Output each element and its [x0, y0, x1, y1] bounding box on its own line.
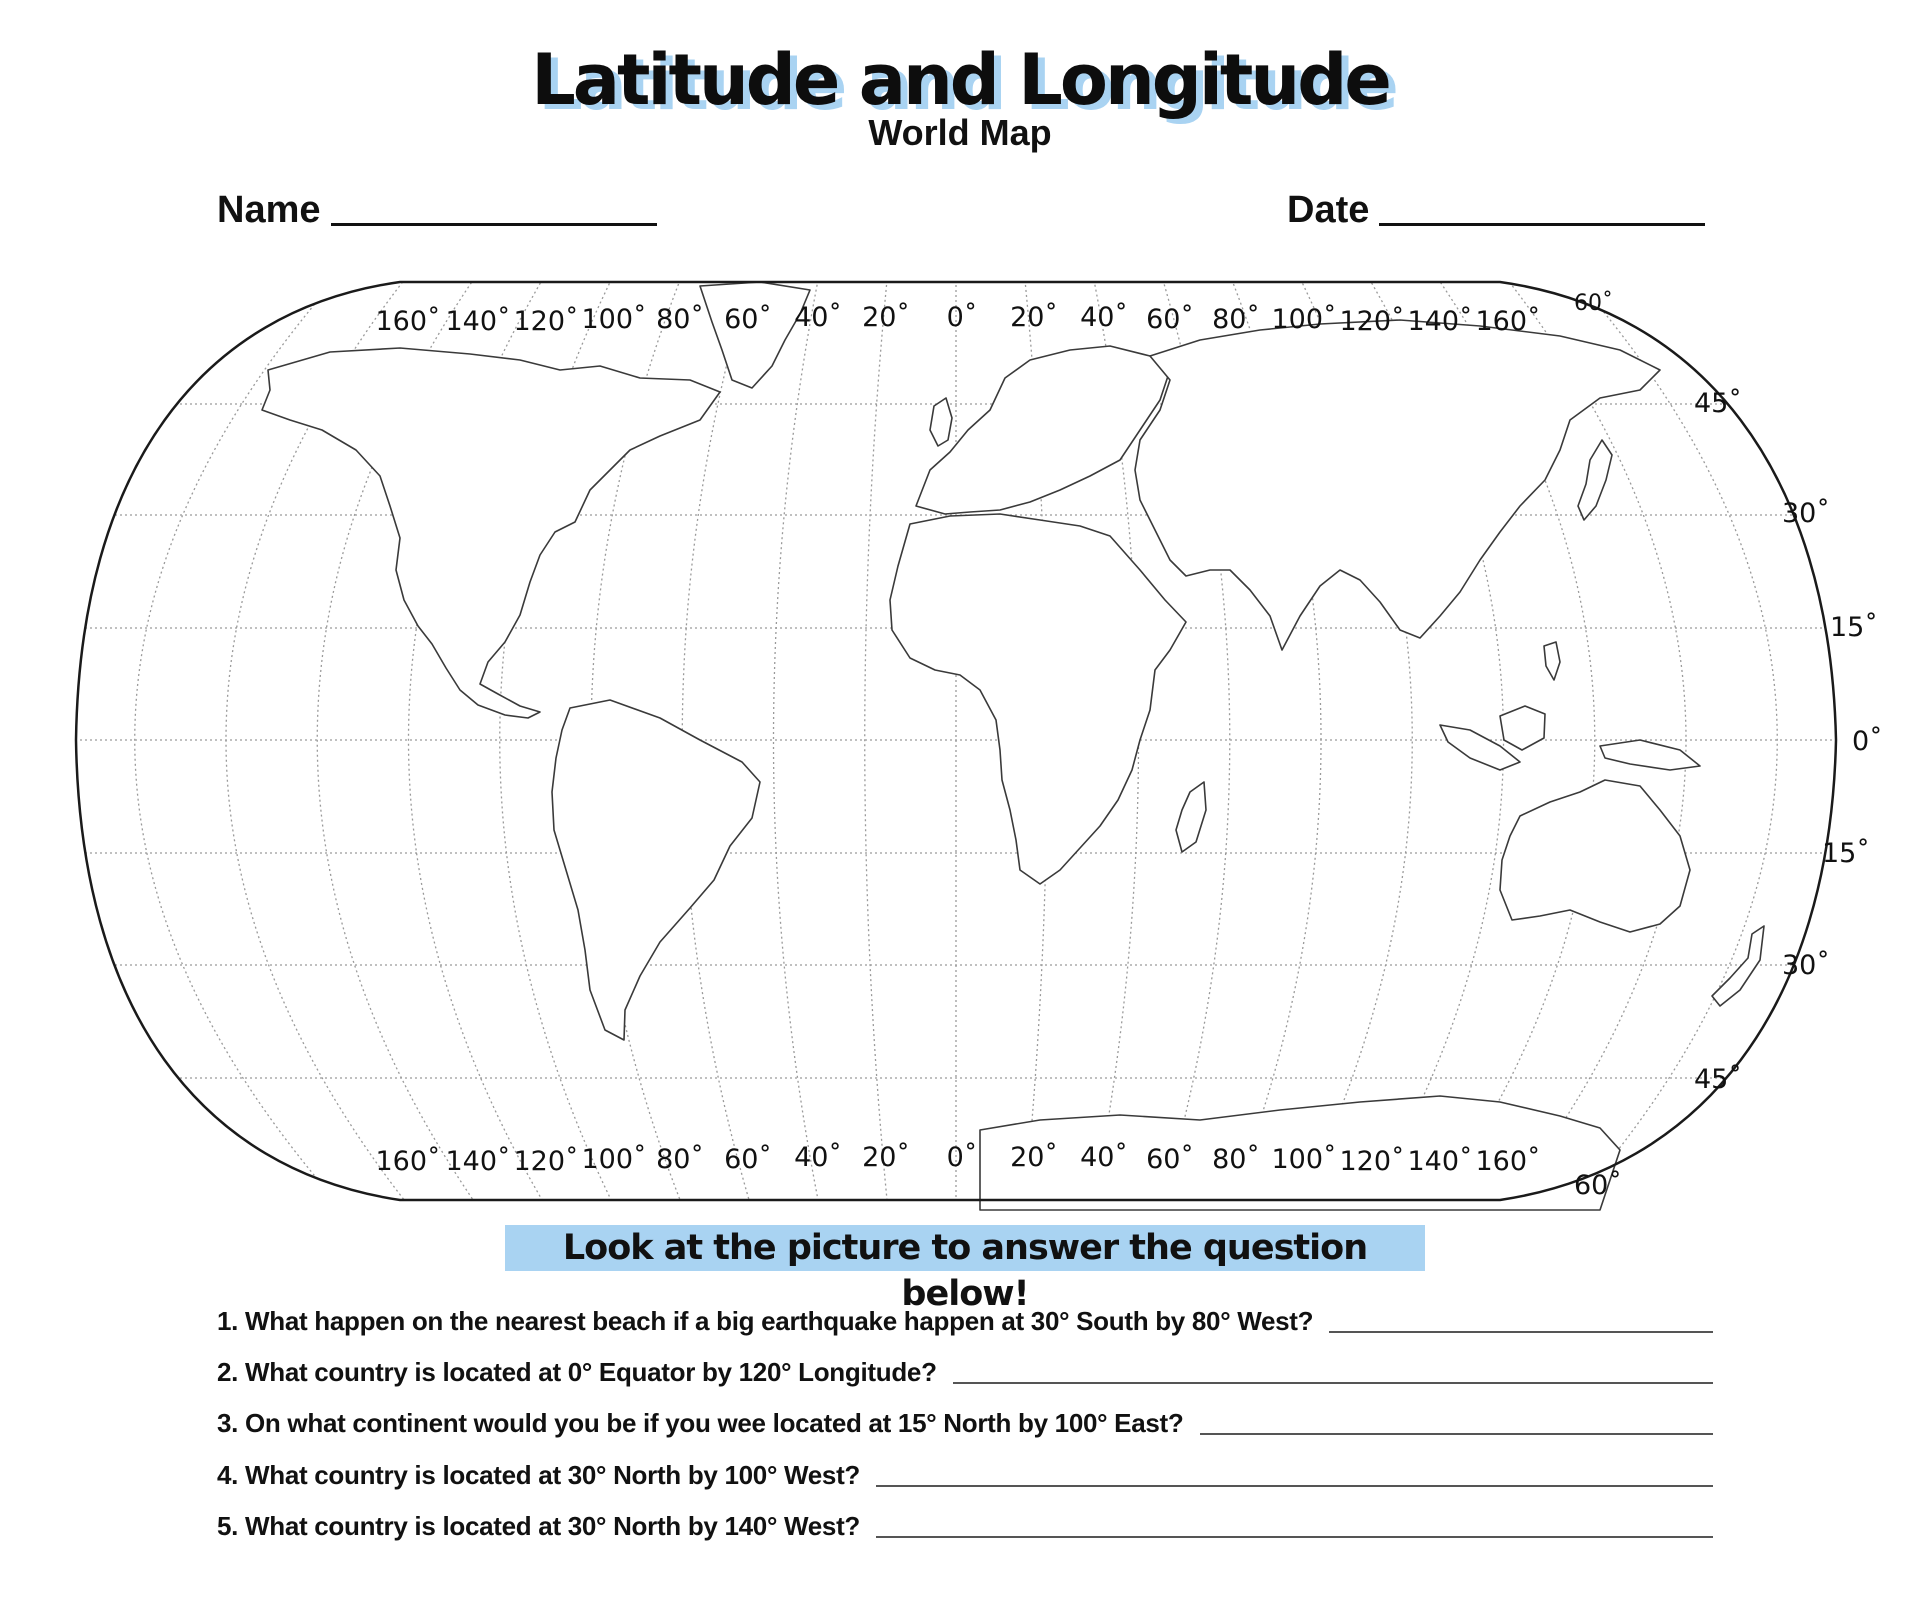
answer-line-5[interactable] — [876, 1536, 1713, 1538]
longitude-label: 80˚ — [1212, 304, 1260, 335]
longitude-label: 120˚ — [1339, 306, 1405, 337]
answer-line-4[interactable] — [876, 1485, 1713, 1487]
australia — [1500, 780, 1690, 932]
latitude-label-15n: 15˚ — [1830, 612, 1878, 643]
longitude-labels-bottom — [375, 1142, 1540, 1177]
date-label: Date — [1287, 189, 1370, 231]
longitude-label: 140˚ — [1407, 306, 1473, 337]
answer-line-1[interactable] — [1329, 1331, 1713, 1333]
longitude-label: 40˚ — [794, 302, 842, 333]
longitude-label: 160˚ — [1475, 1146, 1541, 1177]
longitude-label: 140˚ — [445, 306, 511, 337]
question-2 — [217, 1356, 1713, 1388]
longitude-label: 100˚ — [581, 1144, 647, 1175]
new-guinea — [1600, 740, 1700, 770]
latitude-label-60s: 60˚ — [1574, 1170, 1622, 1201]
question-text: 1. What happen on the nearest beach if a big earthquake happen at 30° South by 80° West? — [217, 1306, 1314, 1336]
question-3 — [217, 1407, 1713, 1439]
longitude-label: 140˚ — [445, 1146, 511, 1177]
longitude-label: 140˚ — [1407, 1146, 1473, 1177]
longitude-label: 80˚ — [1212, 1144, 1260, 1175]
question-text: 5. What country is located at 30° North by 140° West? — [217, 1511, 861, 1541]
longitude-label: 60˚ — [724, 1144, 772, 1175]
africa — [890, 514, 1186, 884]
longitude-label: 100˚ — [1271, 1144, 1337, 1175]
question-4 — [217, 1459, 1713, 1491]
asia — [1135, 320, 1660, 650]
instruction-banner: Look at the picture to answer the question below! — [505, 1225, 1425, 1271]
name-label: Name — [217, 189, 321, 231]
question-text: 4. What country is located at 30° North by 100° West? — [217, 1460, 861, 1490]
longitude-label: 0˚ — [946, 1142, 978, 1173]
longitude-label: 120˚ — [1339, 1146, 1405, 1177]
latitude-label-45n: 45˚ — [1694, 388, 1742, 419]
borneo — [1500, 706, 1545, 750]
longitude-label: 80˚ — [656, 1144, 704, 1175]
question-text: 3. On what continent would you be if you wee located at 15° North by 100° East? — [217, 1408, 1184, 1438]
latitude-label-60n: 60˚ — [1574, 291, 1613, 316]
longitude-label: 160˚ — [375, 1146, 441, 1177]
longitude-label: 120˚ — [513, 306, 579, 337]
date-blank-line[interactable] — [1379, 223, 1705, 226]
answer-line-2[interactable] — [953, 1382, 1713, 1384]
latitude-label-30s: 30˚ — [1782, 950, 1830, 981]
longitude-label: 160˚ — [1475, 306, 1541, 337]
europe — [916, 346, 1170, 514]
longitude-label: 40˚ — [794, 1142, 842, 1173]
greenland — [700, 282, 810, 388]
latitude-label-equator: 0˚ — [1852, 726, 1883, 757]
new-zealand — [1712, 926, 1764, 1006]
longitude-label: 40˚ — [1080, 1142, 1128, 1173]
longitude-label: 80˚ — [656, 304, 704, 335]
latitude-label-45s: 45˚ — [1694, 1064, 1742, 1095]
longitude-label: 20˚ — [862, 1142, 910, 1173]
continents — [262, 282, 1764, 1210]
longitude-label: 60˚ — [724, 304, 772, 335]
longitude-labels-top — [375, 302, 1540, 337]
world-map — [0, 270, 1920, 1230]
south-america — [552, 700, 760, 1040]
longitude-label: 0˚ — [946, 302, 978, 333]
longitude-label: 60˚ — [1146, 304, 1194, 335]
madagascar — [1176, 782, 1206, 852]
latitude-label-15s: 15˚ — [1822, 838, 1870, 869]
longitude-label: 40˚ — [1080, 302, 1128, 333]
japan — [1578, 440, 1612, 520]
longitude-label: 100˚ — [1271, 304, 1337, 335]
longitude-label: 160˚ — [375, 306, 441, 337]
name-field[interactable] — [217, 188, 657, 232]
longitude-label: 20˚ — [1010, 302, 1058, 333]
philippines — [1544, 642, 1560, 680]
date-field[interactable] — [1287, 188, 1705, 232]
longitude-label: 120˚ — [513, 1146, 579, 1177]
question-text: 2. What country is located at 0° Equator by 120° Longitude? — [217, 1357, 937, 1387]
question-1 — [217, 1305, 1713, 1337]
north-america — [262, 348, 720, 718]
page-subtitle: World Map — [868, 112, 1052, 153]
answer-line-3[interactable] — [1200, 1433, 1714, 1435]
longitude-label: 60˚ — [1146, 1144, 1194, 1175]
longitude-label: 100˚ — [581, 304, 647, 335]
question-5 — [217, 1510, 1713, 1542]
british-isles — [930, 398, 952, 446]
page-title: Latitude and Longitude — [531, 39, 1389, 121]
name-blank-line[interactable] — [331, 223, 657, 226]
latitude-label-30n: 30˚ — [1782, 498, 1830, 529]
longitude-label: 20˚ — [862, 302, 910, 333]
longitude-label: 20˚ — [1010, 1142, 1058, 1173]
